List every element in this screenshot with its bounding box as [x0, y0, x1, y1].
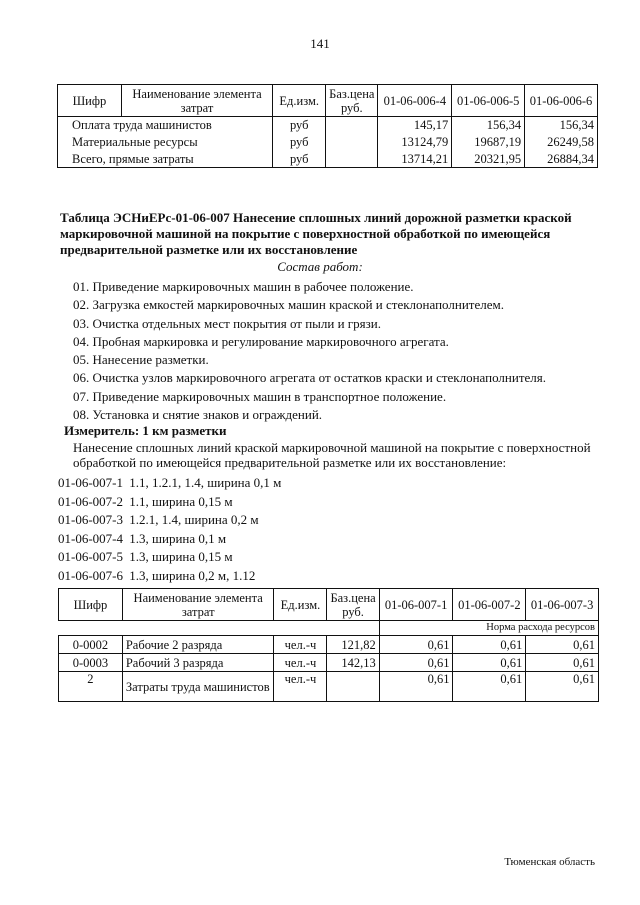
- row-value-3: 0,61: [526, 654, 599, 672]
- row-price: [326, 117, 378, 134]
- header-name: Наименование элемента затрат: [121, 85, 272, 117]
- row-unit: руб: [273, 151, 326, 168]
- row-code: 0-0003: [59, 654, 123, 672]
- row-name: Материальные ресурсы: [58, 134, 273, 151]
- code: 01-06-007-5: [58, 549, 123, 565]
- list-item: 07. Приведение маркировочных машин в транспортное положение.: [73, 388, 447, 404]
- row-value-3: 156,34: [525, 117, 598, 134]
- table-row: [58, 117, 598, 134]
- header-col1: 01-06-006-4: [378, 85, 452, 117]
- resources-table-007: [58, 588, 599, 702]
- list-item: 01. Приведение маркировочных машин в рабочее положение.: [73, 279, 414, 294]
- table-row: [59, 636, 599, 654]
- code-text: 1.1, ширина 0,15 м: [129, 493, 233, 509]
- costs-table-006: [57, 84, 598, 168]
- norm-spacer: [59, 621, 380, 636]
- table-header-row: [59, 589, 599, 621]
- table-row: [59, 672, 599, 702]
- row-name: Рабочие 2 разряда: [122, 636, 274, 654]
- row-value-3: 26884,34: [525, 151, 598, 168]
- header-code: Шифр: [58, 85, 122, 117]
- header-unit: Ед.изм.: [274, 589, 327, 621]
- row-value-3: 26249,58: [525, 134, 598, 151]
- header-col2: 01-06-006-5: [452, 85, 525, 117]
- table-row: [59, 654, 599, 672]
- row-unit: чел.-ч: [274, 672, 327, 702]
- description: Нанесение сплошных линий краской маркировочной машиной на покрытие с поверхностной обработкой по имеющейся предварительной разметке или их восстановление:: [73, 440, 591, 470]
- row-price: [326, 151, 378, 168]
- page-number: 141: [310, 36, 330, 51]
- code-text: 1.3, ширина 0,15 м: [129, 549, 233, 565]
- code-text: 1.2.1, 1.4, ширина 0,2 м: [129, 512, 259, 528]
- row-value-2: 0,61: [453, 654, 526, 672]
- row-unit: чел.-ч: [274, 654, 327, 672]
- code-text: 1.1, 1.2.1, 1.4, ширина 0,1 м: [129, 475, 282, 490]
- header-col3: 01-06-006-6: [525, 85, 598, 117]
- row-price: [327, 672, 379, 702]
- row-name: Затраты труда машинистов: [122, 672, 274, 702]
- list-item: [58, 530, 281, 549]
- list-item: 03. Очистка отдельных мест покрытия от пыли и грязи.: [73, 315, 381, 331]
- header-price: Баз.цена руб.: [326, 85, 378, 117]
- row-price: 142,13: [327, 654, 379, 672]
- row-name: Оплата труда машинистов: [58, 117, 273, 134]
- code: 01-06-007-4: [58, 530, 123, 546]
- list-item: 04. Пробная маркировка и регулирование маркировочного агрегата.: [73, 333, 449, 349]
- row-name: Всего, прямые затраты: [58, 151, 273, 168]
- code: 01-06-007-2: [58, 493, 123, 509]
- composition-heading: Состав работ:: [277, 259, 363, 274]
- norm-row: [59, 621, 599, 636]
- list-item: 05. Нанесение разметки.: [73, 352, 209, 368]
- row-value-1: 0,61: [379, 654, 453, 672]
- list-item: [58, 567, 281, 586]
- list-item: [58, 493, 281, 512]
- codes-list: [58, 474, 281, 586]
- works-list: [73, 278, 546, 424]
- code: 01-06-007-6: [58, 567, 123, 583]
- table-title: Таблица ЭСНиЕРс-01-06-007 Нанесение сплошных линий дорожной разметки краской маркировочной машиной на покрытие с поверхностной обработкой по имеющейся предварительной разметке или их восстановление: [60, 210, 572, 257]
- row-price: [326, 134, 378, 151]
- header-price: Баз.цена руб.: [327, 589, 379, 621]
- row-value-2: 0,61: [453, 636, 526, 654]
- header-col2: 01-06-007-2: [453, 589, 526, 621]
- code: 01-06-007-3: [58, 512, 123, 528]
- row-price: 121,82: [327, 636, 379, 654]
- row-value-3: 0,61: [526, 672, 599, 702]
- code: 01-06-007-1: [58, 475, 123, 490]
- footer-region: Тюменская область: [504, 856, 595, 868]
- code-text: 1.3, ширина 0,2 м, 1.12: [129, 567, 256, 583]
- row-value-2: 156,34: [452, 117, 525, 134]
- row-value-1: 13714,21: [378, 151, 452, 168]
- header-col1: 01-06-007-1: [379, 589, 453, 621]
- list-item: [58, 548, 281, 567]
- row-value-1: 145,17: [378, 117, 452, 134]
- row-unit: руб: [273, 117, 326, 134]
- header-col3: 01-06-007-3: [526, 589, 599, 621]
- row-code: 2: [59, 672, 123, 702]
- row-name: Рабочий 3 разряда: [122, 654, 274, 672]
- list-item: [58, 511, 281, 530]
- list-item: 02. Загрузка емкостей маркировочных машин краской и стеклонаполнителем.: [73, 297, 504, 313]
- list-item: [58, 474, 281, 493]
- table-row: [58, 134, 598, 151]
- header-name: Наименование элемента затрат: [122, 589, 274, 621]
- list-item: 06. Очистка узлов маркировочного агрегата от остатков краски и стеклонаполнителя.: [73, 370, 547, 386]
- row-value-1: 0,61: [379, 636, 453, 654]
- row-code: 0-0002: [59, 636, 123, 654]
- code-text: 1.3, ширина 0,1 м: [129, 530, 227, 546]
- row-unit: чел.-ч: [274, 636, 327, 654]
- table-header-row: [58, 85, 598, 117]
- list-item: 08. Установка и снятие знаков и ограждений.: [73, 407, 323, 423]
- table-row: [58, 151, 598, 168]
- row-value-2: 19687,19: [452, 134, 525, 151]
- row-value-2: 0,61: [453, 672, 526, 702]
- row-value-1: 13124,79: [378, 134, 452, 151]
- norm-label: Норма расхода ресурсов: [379, 621, 598, 636]
- measure-unit: Измеритель: 1 км разметки: [64, 423, 227, 438]
- row-unit: руб: [273, 134, 326, 151]
- header-unit: Ед.изм.: [273, 85, 326, 117]
- row-value-1: 0,61: [379, 672, 453, 702]
- row-value-2: 20321,95: [452, 151, 525, 168]
- row-value-3: 0,61: [526, 636, 599, 654]
- header-code: Шифр: [59, 589, 123, 621]
